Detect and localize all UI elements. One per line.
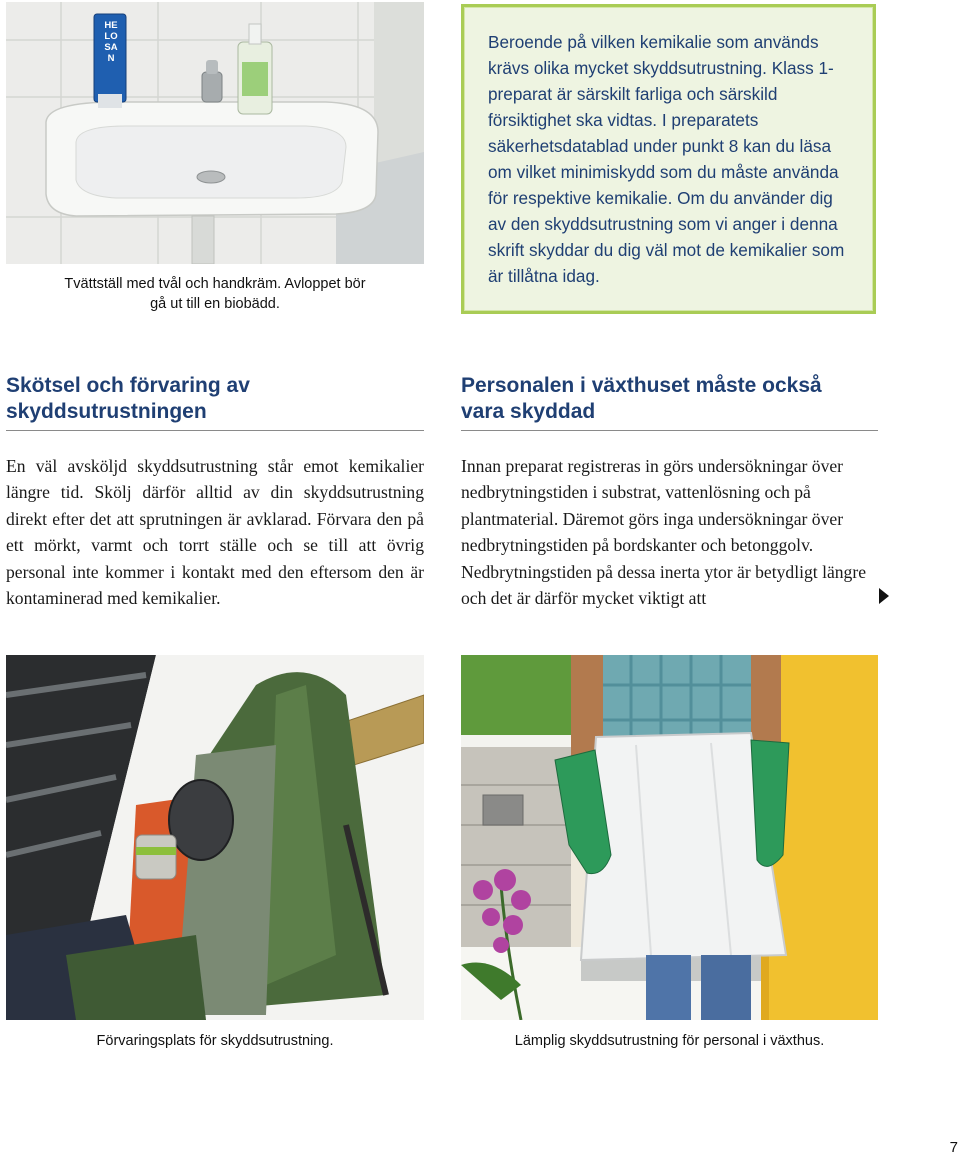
sink-caption [6, 274, 424, 314]
left-body-text: En väl avsköljd skyddsutrustning står emot kemikalier längre tid. Skölj därför alltid av din skyddsutrustning direkt efter det att sprutningen är avklarad. Förvara den på ett mörkt, varmt och torrt ställe och se till att övrig personal inte kommer i kontakt med den eftersom den är kontaminerad med kemikalier. [6, 456, 424, 609]
page-number: 7 [949, 1139, 958, 1156]
right-heading-line-1: Personalen i växthuset måste också [461, 374, 822, 397]
storage-caption: Förvaringsplats för skyddsutrustning. [96, 1033, 334, 1049]
apron-photo [461, 655, 878, 1020]
right-section-heading [461, 373, 881, 425]
tube-label: HELOSAN [104, 20, 118, 64]
left-section-heading [6, 373, 426, 425]
left-heading-line-1: Skötsel och förvaring av [6, 374, 250, 397]
continue-arrow-icon [879, 588, 889, 604]
info-box-text: Beroende på vilken kemikalie som används krävs olika mycket skyddsutrustning. Klass 1-preparat är särskilt farliga och särskild försiktighet ska vidtas. I preparatets säkerhetsdatablad under punkt 8 kan du läsa om vilket minimiskydd som du måste använda för respektive kemikalie. Om du använder dig av den skyddsutrustning som vi anger i denna skrift skyddar du dig väl mot de kemikalier som är tillåtna idag. [488, 32, 845, 286]
left-heading-rule [6, 430, 424, 431]
sink-caption-line-1: Tvättställ med tvål och handkräm. Avloppet bör [64, 276, 366, 292]
right-heading-line-2: vara skyddad [461, 400, 596, 423]
sink-photo [6, 2, 424, 264]
left-heading-line-2: skyddsutrustningen [6, 400, 207, 423]
apron-illustration [461, 655, 878, 1020]
sink-caption-line-2: gå ut till en biobädd. [150, 296, 280, 312]
apron-caption: Lämplig skyddsutrustning för personal i växthus. [514, 1033, 825, 1049]
right-body [461, 453, 873, 611]
info-box [461, 4, 876, 314]
sink-illustration [6, 2, 424, 264]
storage-photo [6, 655, 424, 1020]
right-heading-rule [461, 430, 878, 431]
storage-illustration [6, 655, 424, 1020]
right-body-text: Innan preparat registreras in görs undersökningar över nedbrytningstiden i substrat, vattenlösning och på plantmaterial. Däremot görs inga undersökningar över nedbrytningstiden på bordskanter och betonggolv. Nedbrytningstiden på dessa inerta ytor är betydligt längre och det är därför mycket viktigt att [461, 456, 867, 609]
left-body [6, 453, 424, 611]
